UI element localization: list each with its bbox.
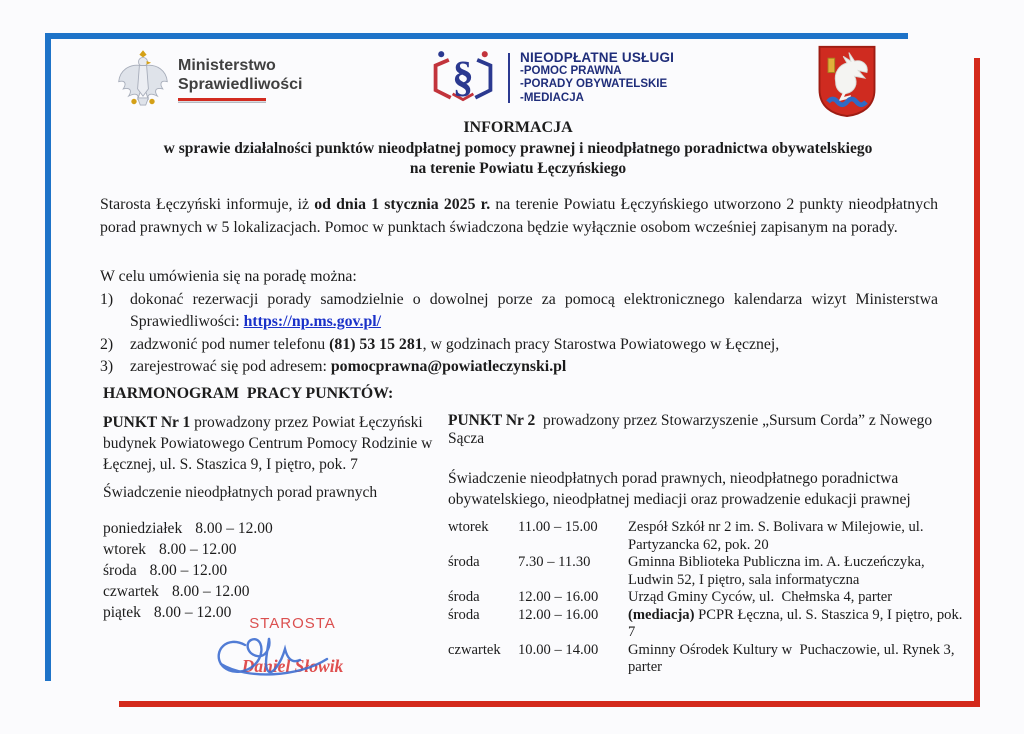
day: czwartek (103, 583, 159, 600)
punkt2-description (448, 412, 972, 448)
title-line2: w sprawie działalności punktów nieodpłatnej pomocy prawnej i nieodpłatnego poradnictwa obywatelskiego (163, 140, 873, 157)
booking-heading: W celu umówienia się na poradę można: (100, 268, 357, 285)
svg-text:§: § (452, 53, 474, 102)
schedule-row (103, 581, 273, 602)
stamp-signer-name: Daniel Słowik (241, 656, 344, 676)
day: wtorek (103, 541, 147, 558)
booking-instructions (100, 266, 942, 379)
time: 8.00 – 12.00 (195, 520, 273, 537)
booking-email-bold: pomocprawna@powiatleczynski.pl (330, 358, 567, 375)
booking-item-2 (100, 334, 938, 357)
list-marker: 3) (100, 358, 114, 375)
day: poniedziałek (103, 520, 183, 537)
services-title: NIEODPŁATNE USŁUGI (520, 49, 675, 65)
booking-item-3 (100, 356, 938, 379)
booking-item-1-text: dokonać rezerwacji porady samodzielnie o dowolnej porze za pomocą elektronicznego kalendarza wizyt Ministerstwa Sprawiedliwości: (130, 290, 942, 330)
booking-item-1 (100, 289, 942, 334)
location: Gminny Ośrodek Kultury w Puchaczowie, ul. Rynek 3, parter (628, 641, 959, 675)
schedule-row (448, 519, 964, 554)
list-marker: 1) (100, 290, 114, 308)
frame-border-bottom (119, 701, 980, 707)
time: 8.00 – 12.00 (149, 562, 228, 579)
schedule-row (103, 518, 273, 539)
day: środa (103, 562, 137, 579)
schedule-row (103, 560, 273, 581)
punkt2-services: Świadczenie nieodpłatnych porad prawnych, nieodpłatnego poradnictwa obywatelskiego, nieodpłatnej mediacji oraz prowadzenie edukacji prawnej (448, 470, 911, 508)
day: czwartek (448, 641, 501, 658)
day: środa (448, 554, 480, 570)
frame-border-left (45, 33, 51, 681)
location-bold: (mediacja) (628, 606, 695, 623)
schedule-heading: HARMONOGRAM PRACY PUNKTÓW: (103, 385, 394, 402)
time: 8.00 – 12.00 (171, 583, 250, 600)
booking-item-2-text: zadzwonić pod numer telefonu (130, 335, 330, 353)
time: 8.00 – 12.00 (159, 541, 237, 558)
time: 7.30 – 11.30 (518, 554, 591, 570)
location: Gminna Biblioteka Publiczna im. A. Łuczeńczyka, Ludwin 52, I piętro, sala informatyczna (628, 554, 932, 588)
day: środa (448, 589, 480, 605)
time: 10.00 – 14.00 (518, 641, 599, 658)
title-line3: na terenie Powiatu Łęczyńskiego (409, 160, 627, 177)
day: środa (448, 606, 480, 623)
day: wtorek (448, 519, 489, 535)
ministry-name-line1: Ministerstwo (178, 57, 276, 74)
intro-text-1: Starosta Łęczyński informuje, iż (100, 196, 315, 213)
handwritten-signature-icon (207, 621, 357, 683)
ministry-name-line2: Sprawiedliwości (178, 76, 303, 93)
schedule-row (448, 606, 967, 642)
ministry-flag-underline (178, 98, 266, 103)
punkt2-desc-text: prowadzony przez Stowarzyszenie „Sursum Corda” z Nowego Sącza (448, 412, 936, 447)
polish-eagle-icon (116, 48, 170, 115)
punkt2-schedule-table (448, 519, 967, 677)
services-item-mediation: -MEDIACJA (520, 91, 584, 104)
punkt1-description (103, 412, 451, 475)
schedule-row (448, 554, 964, 589)
location: PCPR Łęczna, ul. S. Staszica 9, I piętro, pok. 7 (628, 606, 967, 640)
punkt1-schedule (103, 518, 273, 623)
punkt2-name: PUNKT Nr 2 (448, 412, 536, 429)
punkt1-name: PUNKT Nr 1 (103, 414, 191, 431)
location: Urząd Gminy Cyców, ul. Chełmska 4, parter (628, 589, 893, 605)
ministry-logo (116, 48, 302, 115)
time: 12.00 – 16.00 (518, 606, 599, 623)
stamp-title: STAROSTA (249, 615, 336, 632)
location: Zespół Szkół nr 2 im. S. Bolivara w Milejowie, ul. Partyzancka 62, pok. 20 (628, 519, 928, 553)
booking-item-3-text: zarejestrować się pod adresem: (130, 358, 331, 375)
services-item-civic: -PORADY OBYWATELSKIE (520, 78, 668, 91)
booking-item-2-text2: , w godzinach pracy Starostwa Powiatowego w Łęcznej, (422, 335, 780, 353)
frame-border-top (45, 33, 908, 39)
intro-paragraph (100, 193, 942, 239)
time: 12.00 – 16.00 (518, 589, 599, 605)
schedule-row (448, 642, 964, 677)
county-coat-of-arms-icon (816, 44, 878, 123)
paragraph-book-icon (428, 46, 498, 109)
intro-text-2: na terenie Powiatu Łęczyńskiego utworzono 2 punkty nieodpłatnych porad prawnych w 5 lokalizacjach. Pomoc w punktach świadczona będzie wyłącznie osobom wcześniej zapisanym na porady. (100, 196, 942, 236)
booking-phone-bold: (81) 53 15 281 (329, 335, 423, 353)
schedule-row (103, 539, 273, 560)
schedule-row (448, 589, 964, 607)
time: 8.00 – 12.00 (153, 604, 232, 621)
document-title (94, 119, 942, 178)
time: 11.00 – 15.00 (518, 519, 598, 535)
logo-divider (508, 53, 510, 103)
punkt1-desc-text: prowadzony przez Powiat Łęczyński budynek Powiatowego Centrum Pomocy Rodzinie w Łęcznej, ul. S. Staszica 9, I piętro, pok. 7 (103, 414, 437, 473)
day: piątek (103, 604, 141, 621)
free-services-logo (428, 46, 674, 109)
official-stamp (205, 615, 380, 687)
intro-date-bold: od dnia 1 stycznia 2025 r. (314, 196, 491, 213)
services-item-legal: -POMOC PRAWNA (520, 64, 622, 77)
booking-calendar-link[interactable]: https://np.ms.gov.pl/ (243, 313, 382, 330)
punkt1-services: Świadczenie nieodpłatnych porad prawnych (103, 484, 378, 501)
frame-border-right (974, 58, 980, 707)
title-line1: INFORMACJA (463, 119, 573, 136)
list-marker: 2) (100, 335, 114, 353)
